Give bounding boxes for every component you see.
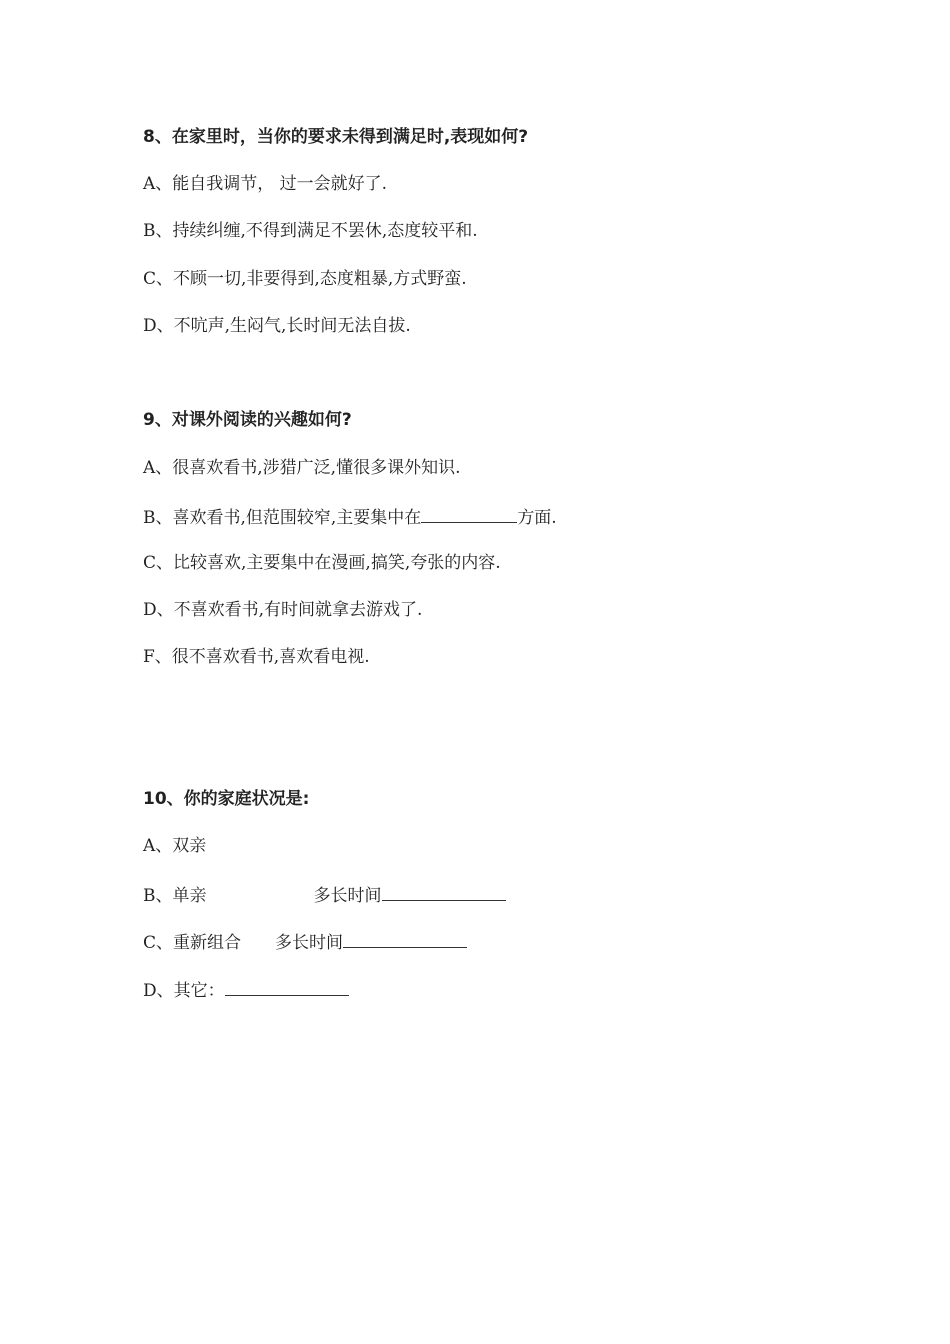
question-10-option-c-text: C、重新组合 bbox=[143, 933, 242, 953]
question-10-option-a: A、双亲 bbox=[143, 836, 207, 856]
question-10-option-d bbox=[143, 977, 349, 1002]
question-10-option-d-text: D、其它： bbox=[143, 981, 225, 1001]
question-9-option-a: A、很喜欢看书,涉猎广泛,懂很多课外知识. bbox=[143, 458, 461, 478]
question-9-option-c: C、比较喜欢,主要集中在漫画,搞笑,夸张的内容. bbox=[143, 553, 501, 573]
reading-area-blank[interactable] bbox=[421, 504, 517, 523]
question-10-option-b-text: B、单亲 bbox=[143, 886, 207, 906]
question-8-option-b: B、持续纠缠,不得到满足不罢休,态度较平和. bbox=[143, 221, 478, 241]
question-10-option-b bbox=[143, 882, 506, 907]
question-8-title: 8、在家里时，当你的要求未得到满足时,表现如何? bbox=[143, 127, 529, 147]
single-parent-duration-blank[interactable] bbox=[382, 882, 506, 901]
question-9-option-f: F、很不喜欢看书,喜欢看电视. bbox=[143, 647, 370, 667]
other-status-blank[interactable] bbox=[225, 977, 349, 996]
question-10-title: 10、你的家庭状况是: bbox=[143, 789, 310, 809]
question-10-option-c bbox=[143, 929, 467, 954]
question-8-option-d: D、不吭声,生闷气,长时间无法自拔. bbox=[143, 316, 411, 336]
remarried-duration-blank[interactable] bbox=[343, 929, 467, 948]
question-9-option-b bbox=[143, 504, 557, 529]
question-10-option-c-duration-label: 多长时间 bbox=[275, 933, 344, 953]
question-10-option-b-duration-label: 多长时间 bbox=[313, 886, 382, 906]
question-8-option-c: C、不顾一切,非要得到,态度粗暴,方式野蛮. bbox=[143, 269, 467, 289]
question-9-option-d: D、不喜欢看书,有时间就拿去游戏了. bbox=[143, 600, 423, 620]
question-9-option-b-text: B、喜欢看书,但范围较窄,主要集中在 bbox=[143, 508, 422, 528]
question-8-option-a: A、能自我调节， 过一会就好了. bbox=[143, 174, 388, 194]
question-9-title: 9、对课外阅读的兴趣如何? bbox=[143, 410, 352, 430]
question-9-option-b-suffix: 方面. bbox=[517, 508, 557, 528]
